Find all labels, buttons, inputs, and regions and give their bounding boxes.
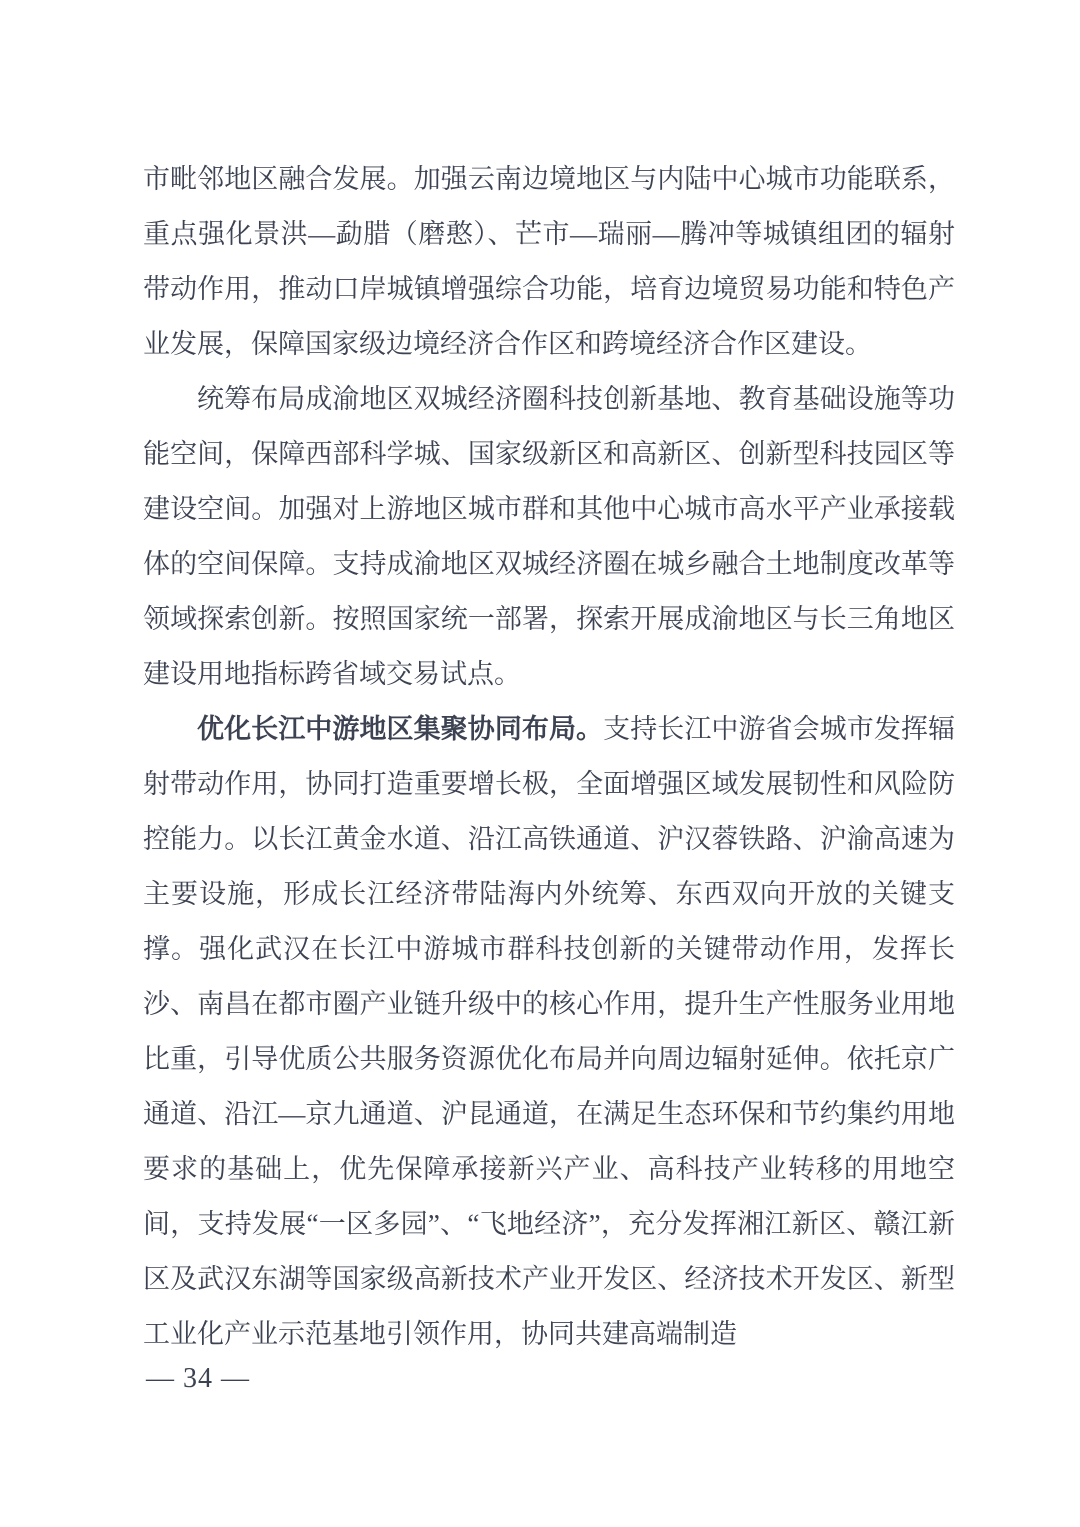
- paragraph-text: 支持长江中游省会城市发挥辐射带动作用，协同打造重要增长极，全面增强区域发展韧性和风险防控能力。以长江黄金水道、沿江高铁通道、沪汉蓉铁路、沪渝高速为主要设施，形成长江经济带陆海内外统筹、东西双向开放的关键支撑。强化武汉在长江中游城市群科技创新的关键带动作用，发挥长沙、南昌在都市圈产业链升级中的核心作用，提升生产性服务业用地比重，引导优质公共服务资源优化布局并向周边辐射延伸。依托京广通道、沿江—京九通道、沪昆通道，在满足生态环保和节约集约用地要求的基础上，优先保障承接新兴产业、高科技产业转移的用地空间，支持发展“一区多园”、“飞地经济”，充分发挥湘江新区、赣江新区及武汉东湖等国家级高新技术产业开发区、经济技术开发区、新型工业化产业示范基地引领作用，协同共建高端制造: [143, 714, 956, 1349]
- paragraph: [143, 152, 955, 372]
- paragraph-bold-lead: 优化长江中游地区集聚协同布局。: [197, 714, 604, 744]
- page-number: — 34 —: [146, 1363, 250, 1394]
- paragraph: [143, 702, 955, 1362]
- paragraph-text: 统筹布局成渝地区双城经济圈科技创新基地、教育基础设施等功能空间，保障西部科学城、国家级新区和高新区、创新型科技园区等建设空间。加强对上游地区城市群和其他中心城市高水平产业承接载体的空间保障。支持成渝地区双城经济圈在城乡融合土地制度改革等领域探索创新。按照国家统一部署，探索开展成渝地区与长三角地区建设用地指标跨省域交易试点。: [143, 384, 955, 689]
- document-body: [143, 152, 955, 1362]
- paragraph: [143, 372, 955, 702]
- paragraph-text: 市毗邻地区融合发展。加强云南边境地区与内陆中心城市功能联系，重点强化景洪—勐腊（磨憨）、芒市—瑞丽—腾冲等城镇组团的辐射带动作用，推动口岸城镇增强综合功能，培育边境贸易功能和特色产业发展，保障国家级边境经济合作区和跨境经济合作区建设。: [143, 164, 955, 359]
